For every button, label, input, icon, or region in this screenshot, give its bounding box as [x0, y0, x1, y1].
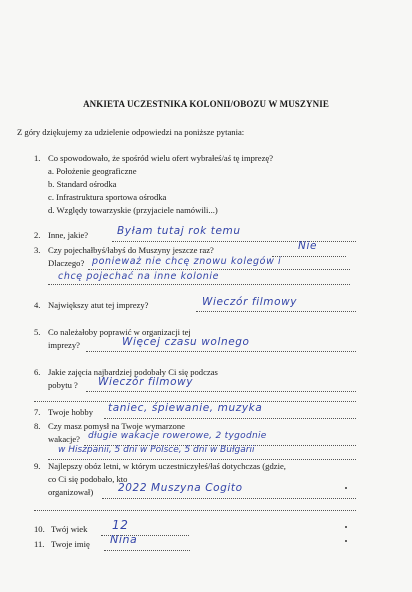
- question-2-text: Inne, jakie?: [48, 230, 89, 240]
- answer-line: [196, 311, 356, 312]
- question-9-text: Najlepszy obóz letni, w którym uczestniczyłeś/łaś dotychczas (gdzie,: [48, 461, 286, 471]
- question-8-answer-line-1: długie wakacje rowerowe, 2 tygodnie: [88, 431, 267, 441]
- question-6-text: Jakie zajęcia najbardziej podobały Ci się podczas: [48, 367, 218, 377]
- answer-line: [86, 351, 356, 352]
- question-4: [34, 300, 148, 310]
- question-4-text: Największy atut tej imprezy?: [48, 300, 149, 310]
- question-3-answer-line-1: ponieważ nie chcę znowu kolegów i: [92, 256, 282, 267]
- question-7: [34, 407, 93, 417]
- question-6-number: 6.: [34, 367, 41, 377]
- question-1-text: Co spowodowało, że spośród wielu ofert wybrałeś/aś tę imprezę?: [48, 153, 274, 163]
- question-1: [34, 153, 273, 163]
- question-9-answer: 2022 Muszyna Cogito: [118, 482, 243, 494]
- question-2-number: 2.: [34, 230, 41, 240]
- question-5-text: Co należałoby poprawić w organizacji tej: [48, 327, 191, 337]
- question-2: [34, 230, 88, 240]
- question-10-answer: 12: [112, 518, 129, 532]
- question-3-text-2: Dlaczego?: [48, 258, 85, 268]
- question-3-text: Czy pojechałbyś/łabyś do Muszyny jeszcze raz?: [48, 245, 214, 255]
- question-7-number: 7.: [34, 407, 41, 417]
- question-2-answer: Byłam tutaj rok temu: [117, 225, 241, 237]
- question-8-answer-line-2: w Hiszpanii, 5 dni w Polsce, 5 dni w Bułgarii: [58, 445, 255, 455]
- answer-line: [104, 418, 356, 419]
- answer-line: [48, 284, 350, 285]
- question-9-text-3: organizował): [48, 487, 94, 497]
- ink-mark: [345, 540, 347, 542]
- question-3: [34, 245, 214, 255]
- ink-mark: [345, 526, 347, 528]
- answer-line: [86, 391, 356, 392]
- question-6-text-2: pobytu ?: [48, 380, 78, 390]
- question-8-number: 8.: [34, 421, 41, 431]
- question-10-text: Twój wiek: [51, 524, 88, 534]
- question-11-text: Twoje imię: [51, 539, 90, 549]
- question-3-answer-short: Nie: [298, 240, 318, 252]
- answer-line: [112, 241, 356, 242]
- survey-title: ANKIETA UCZESTNIKA KOLONII/OBOZU W MUSZYNIE: [83, 99, 329, 109]
- question-7-text: Twoje hobby: [48, 407, 93, 417]
- answer-line: [48, 459, 356, 460]
- question-10-number: 10.: [34, 524, 45, 534]
- question-11-number: 11.: [34, 539, 45, 549]
- question-8: [34, 421, 185, 431]
- question-7-answer: taniec, śpiewanie, muzyka: [108, 402, 263, 414]
- question-4-number: 4.: [34, 300, 41, 310]
- survey-intro: Z góry dziękujemy za udzielenie odpowiedzi na poniższe pytania:: [17, 127, 245, 137]
- question-1-option-a: a. Położenie geograficzne: [48, 166, 137, 176]
- question-3-answer-line-2: chcę pojechać na inne kolonie: [58, 271, 220, 282]
- ink-mark: [345, 487, 347, 489]
- question-1-option-d: d. Względy towarzyskie (przyjaciele namówili...): [48, 205, 218, 215]
- question-9-number: 9.: [34, 461, 41, 471]
- question-8-text: Czy masz pomysł na Twoje wymarzone: [48, 421, 185, 431]
- question-5-answer: Więcej czasu wolnego: [122, 336, 250, 348]
- answer-line: [102, 498, 356, 499]
- question-1-option-b: b. Standard ośrodka: [48, 179, 117, 189]
- answer-line: [88, 269, 350, 270]
- question-9: [34, 461, 286, 471]
- question-6-answer: Wieczór filmowy: [98, 376, 194, 388]
- question-1-option-c: c. Infrastruktura sportowa ośrodka: [48, 192, 167, 202]
- question-1-number: 1.: [34, 153, 41, 163]
- question-9-text-2: co Ci się podobało, kto: [48, 474, 128, 484]
- question-5-text-2: imprezy?: [48, 340, 80, 350]
- question-10: [34, 524, 87, 534]
- question-4-answer: Wieczór filmowy: [202, 296, 298, 308]
- question-5-number: 5.: [34, 327, 41, 337]
- answer-line: [272, 256, 346, 257]
- answer-line: [34, 510, 356, 511]
- question-11: [34, 539, 90, 549]
- question-11-answer: Nina: [110, 533, 138, 546]
- answer-line: [104, 550, 190, 551]
- question-8-text-2: wakacje?: [48, 434, 80, 444]
- question-3-number: 3.: [34, 245, 41, 255]
